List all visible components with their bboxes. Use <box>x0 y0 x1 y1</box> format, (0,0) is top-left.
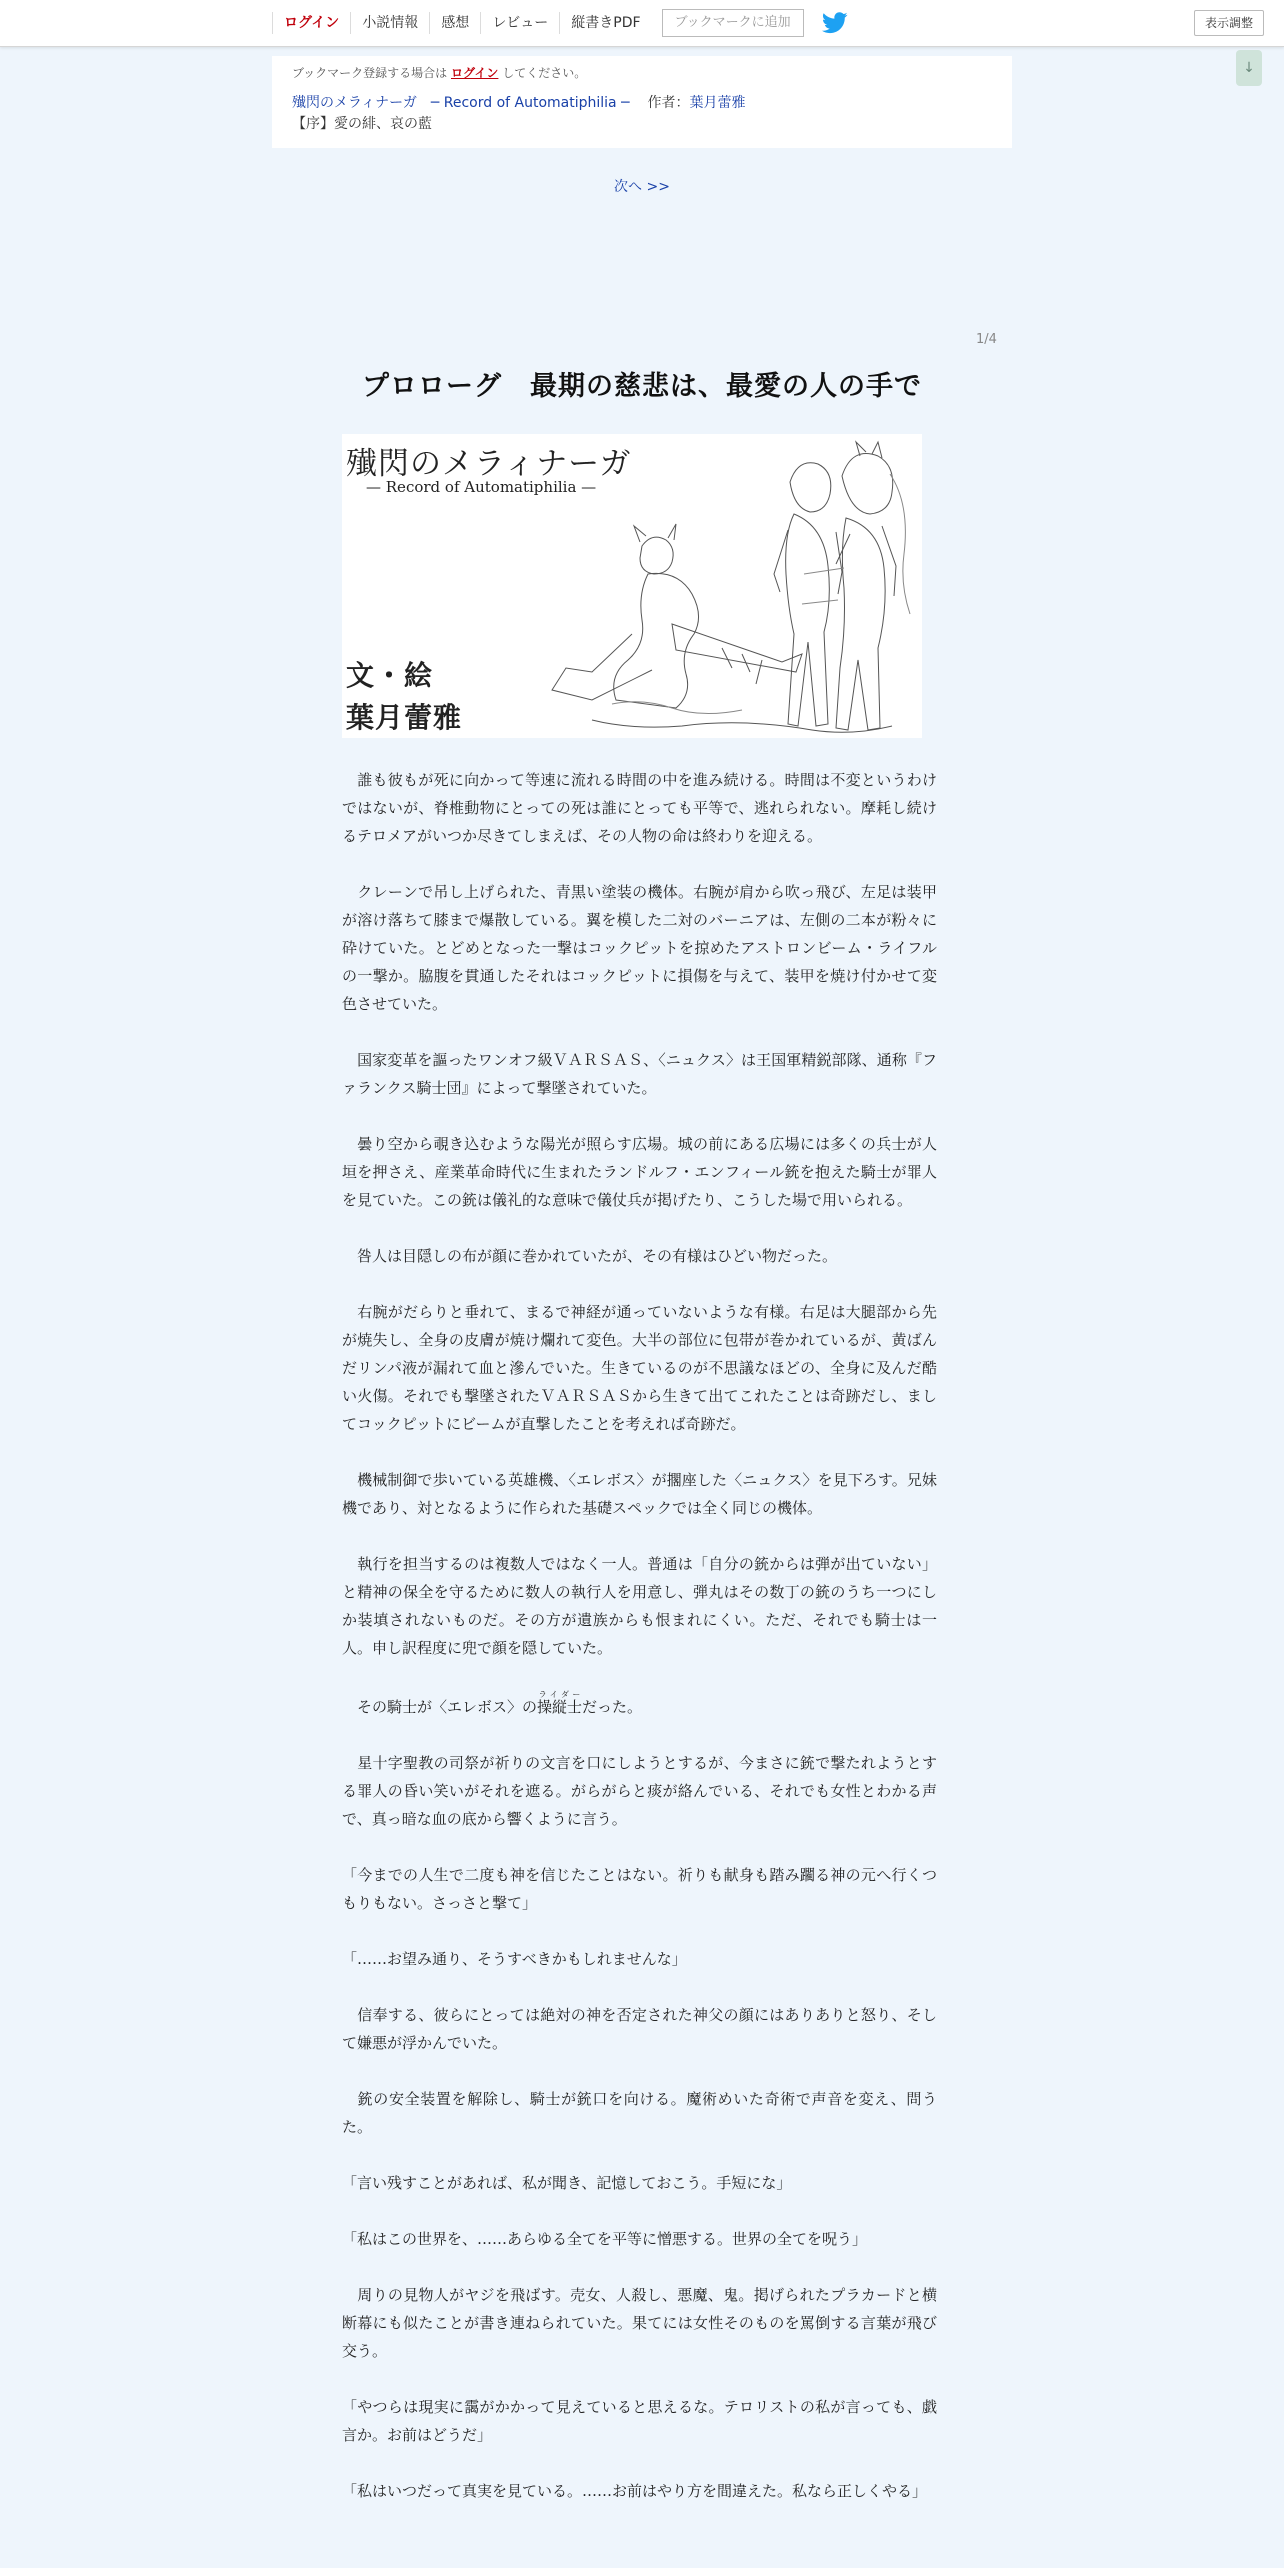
illustration-title: 殱閃のメラィナーガ <box>346 446 632 482</box>
novel-title-line <box>292 94 992 112</box>
story-paragraph: 曇り空から覗き込むような陽光が照らす広場。城の前にある広場には多くの兵士が人垣を押さえ、産業革命時代に生まれたランドルフ・エンフィール銃を抱えた騎士が罪人を見ていた。この銃は儀礼的な意味で儀仗兵が掲げたり、こうした場で用いられる。 <box>342 1135 937 1209</box>
story-paragraph: 「今までの人生で二度も神を信じたことはない。祈りも献身も踏み躙る神の元へ行くつもりもない。さっさと撃て」 <box>342 1866 937 1912</box>
story-paragraph: 右腕がだらりと垂れて、まるで神経が通っていないような有様。右足は大腿部から先が焼失し、全身の皮膚が焼け爛れて変色。大半の部位に包帯が巻かれているが、黄ばんだリンパ液が漏れて血と滲んでいた。生きているのが不思議なほどの、全身に及んだ酷い火傷。それでも撃墜されたＶＡＲＳＡＳから生きて出てこれたことは奇跡だし、ましてコックピットにビームが直撃したことを考えれば奇跡だ。 <box>342 1303 937 1433</box>
chapter-group-label: 【序】愛の緋、哀の藍 <box>292 116 432 132</box>
nav-vertical-pdf-link[interactable]: 縦書きPDF <box>559 12 651 34</box>
nav-login-link[interactable]: ログイン <box>272 12 350 34</box>
ruby-prefix-text: その騎士が〈エレボス〉の <box>342 1698 538 1716</box>
author-label: 作者： <box>647 95 690 111</box>
story-paragraph: 誰も彼もが死に向かって等速に流れる時間の中を進み続ける。時間は不変というわけではないが、脊椎動物にとっての死は誰にとっても平等で、逃れられない。摩耗し続けるテロメアがいつか尽きてしまえば、その人物の命は終わりを迎える。 <box>342 771 937 845</box>
illustration-credit-role: 文・絵 <box>346 659 434 692</box>
add-bookmark-button[interactable]: ブックマークに追加 <box>662 9 804 37</box>
author-link[interactable]: 葉月蕾雅 <box>689 95 746 111</box>
login-note <box>292 64 992 82</box>
scroll-down-arrow-icon[interactable]: ↓ <box>1236 50 1262 86</box>
top-nav <box>272 0 848 46</box>
ruby-word <box>537 1690 583 1716</box>
next-page-link[interactable]: 次へ >> <box>614 179 670 195</box>
story-paragraph: 「言い残すことがあれば、私が聞き、記憶しておこう。手短にな」 <box>342 2174 792 2192</box>
ruby-base: 操縦士 <box>537 1698 583 1716</box>
nav-novel-info-link[interactable]: 小説情報 <box>350 12 429 34</box>
login-note-prefix: ブックマーク登録する場合は <box>292 66 448 80</box>
story-paragraph: 国家変革を謳ったワンオフ級ＶＡＲＳＡＳ、〈ニュクス〉は王国軍精鋭部隊、通称『ファランクス騎士団』によって撃墜されていた。 <box>342 1051 937 1097</box>
next-page-link-top <box>0 176 1284 196</box>
story-paragraph: 「やつらは現実に靄がかかって見えていると思えるな。テロリストの私が言っても、戯言か。お前はどうだ」 <box>342 2398 937 2444</box>
twitter-icon[interactable] <box>822 12 848 34</box>
illustration-subtitle: — Record of Automatiphilia — <box>366 478 597 496</box>
top-header <box>0 0 1284 47</box>
chapter-title: プロローグ 最期の慈悲は、最愛の人の手で <box>362 371 922 402</box>
story-paragraph: 銃の安全装置を解除し、騎士が銃口を向ける。魔術めいた奇術で声音を変え、問うた。 <box>342 2090 937 2136</box>
story-paragraph-ruby <box>342 1690 937 1721</box>
story-body <box>342 766 937 2533</box>
story-paragraph: 「私はこの世界を、……あらゆる全てを平等に憎悪する。世界の全てを呪う」 <box>342 2230 868 2248</box>
ruby-reading: ライダー <box>537 1690 583 1699</box>
story-paragraph: 周りの見物人がヤジを飛ばす。売女、人殺し、悪魔、鬼。掲げられたプラカードと横断幕にも似たことが書き連ねられていた。果てには女性そのものを罵倒する言葉が飛び交う。 <box>342 2286 937 2360</box>
novel-title-link[interactable]: 殱閃のメラィナーガ ─ Record of Automatiphilia ─ <box>292 95 630 111</box>
nav-review-link[interactable]: レビュー <box>480 12 559 34</box>
story-paragraph: 執行を担当するのは複数人ではなく一人。普通は「自分の銃からは弾が出ていない」と精神の保全を守るために数人の執行人を用意し、弾丸はその数丁の銃のうち一つにしか装填されないものだ。その方が遺族からも恨まれにくい。ただ、それでも騎士は一人。申し訳程度に兜で顔を隠していた。 <box>342 1555 937 1657</box>
login-note-suffix: してください。 <box>502 66 587 80</box>
story-paragraph: 咎人は目隠しの布が顔に巻かれていたが、その有様はひどい物だった。 <box>342 1247 838 1265</box>
story-paragraph: 星十字聖教の司祭が祈りの文言を口にしようとするが、今まさに銃で撃たれようとする罪人の昏い笑いがそれを遮る。がらがらと痰が絡んでいる、それでも女性とわかる声で、真っ暗な血の底から響くように言う。 <box>342 1754 937 1828</box>
login-note-link[interactable]: ログイン <box>451 66 499 80</box>
ruby-suffix-text: だった。 <box>582 1698 643 1716</box>
story-paragraph: 「私はいつだって真実を見ている。……お前はやり方を間違えた。私なら正しくやる」 <box>342 2482 928 2500</box>
story-paragraph: 「……お望み通り、そうすべきかもしれませんな」 <box>342 1950 687 1968</box>
nav-impressions-link[interactable]: 感想 <box>429 12 480 34</box>
story-paragraph: 機械制御で歩いている英雄機、〈エレボス〉が擱座した〈ニュクス〉を見下ろす。兄妹機であり、対となるように作られた基礎スペックでは全く同じの機体。 <box>342 1471 937 1517</box>
display-settings-button[interactable]: 表示調整 <box>1194 10 1264 36</box>
story-paragraph: 信奉する、彼らにとっては絶対の神を否定された神父の顔にはありありと怒り、そして嫌悪が浮かんでいた。 <box>342 2006 937 2052</box>
story-paragraph: クレーンで吊し上げられた、青黒い塗装の機体。右腕が肩から吹っ飛び、左足は装甲が溶け落ちて膝まで爆散している。翼を模した二対のバーニアは、左側の二本が粉々に砕けていた。とどめとなった一撃はコックピットを掠めたアストロンビーム・ライフルの一撃か。脇腹を貫通したそれはコックピットに損傷を与えて、装甲を焼け付かせて変色させていた。 <box>342 883 937 1013</box>
novel-info-box <box>272 56 1012 148</box>
cover-illustration <box>342 434 922 738</box>
illustration-credit-author: 葉月蕾雅 <box>346 701 463 734</box>
page-counter: 1/4 <box>976 332 997 347</box>
